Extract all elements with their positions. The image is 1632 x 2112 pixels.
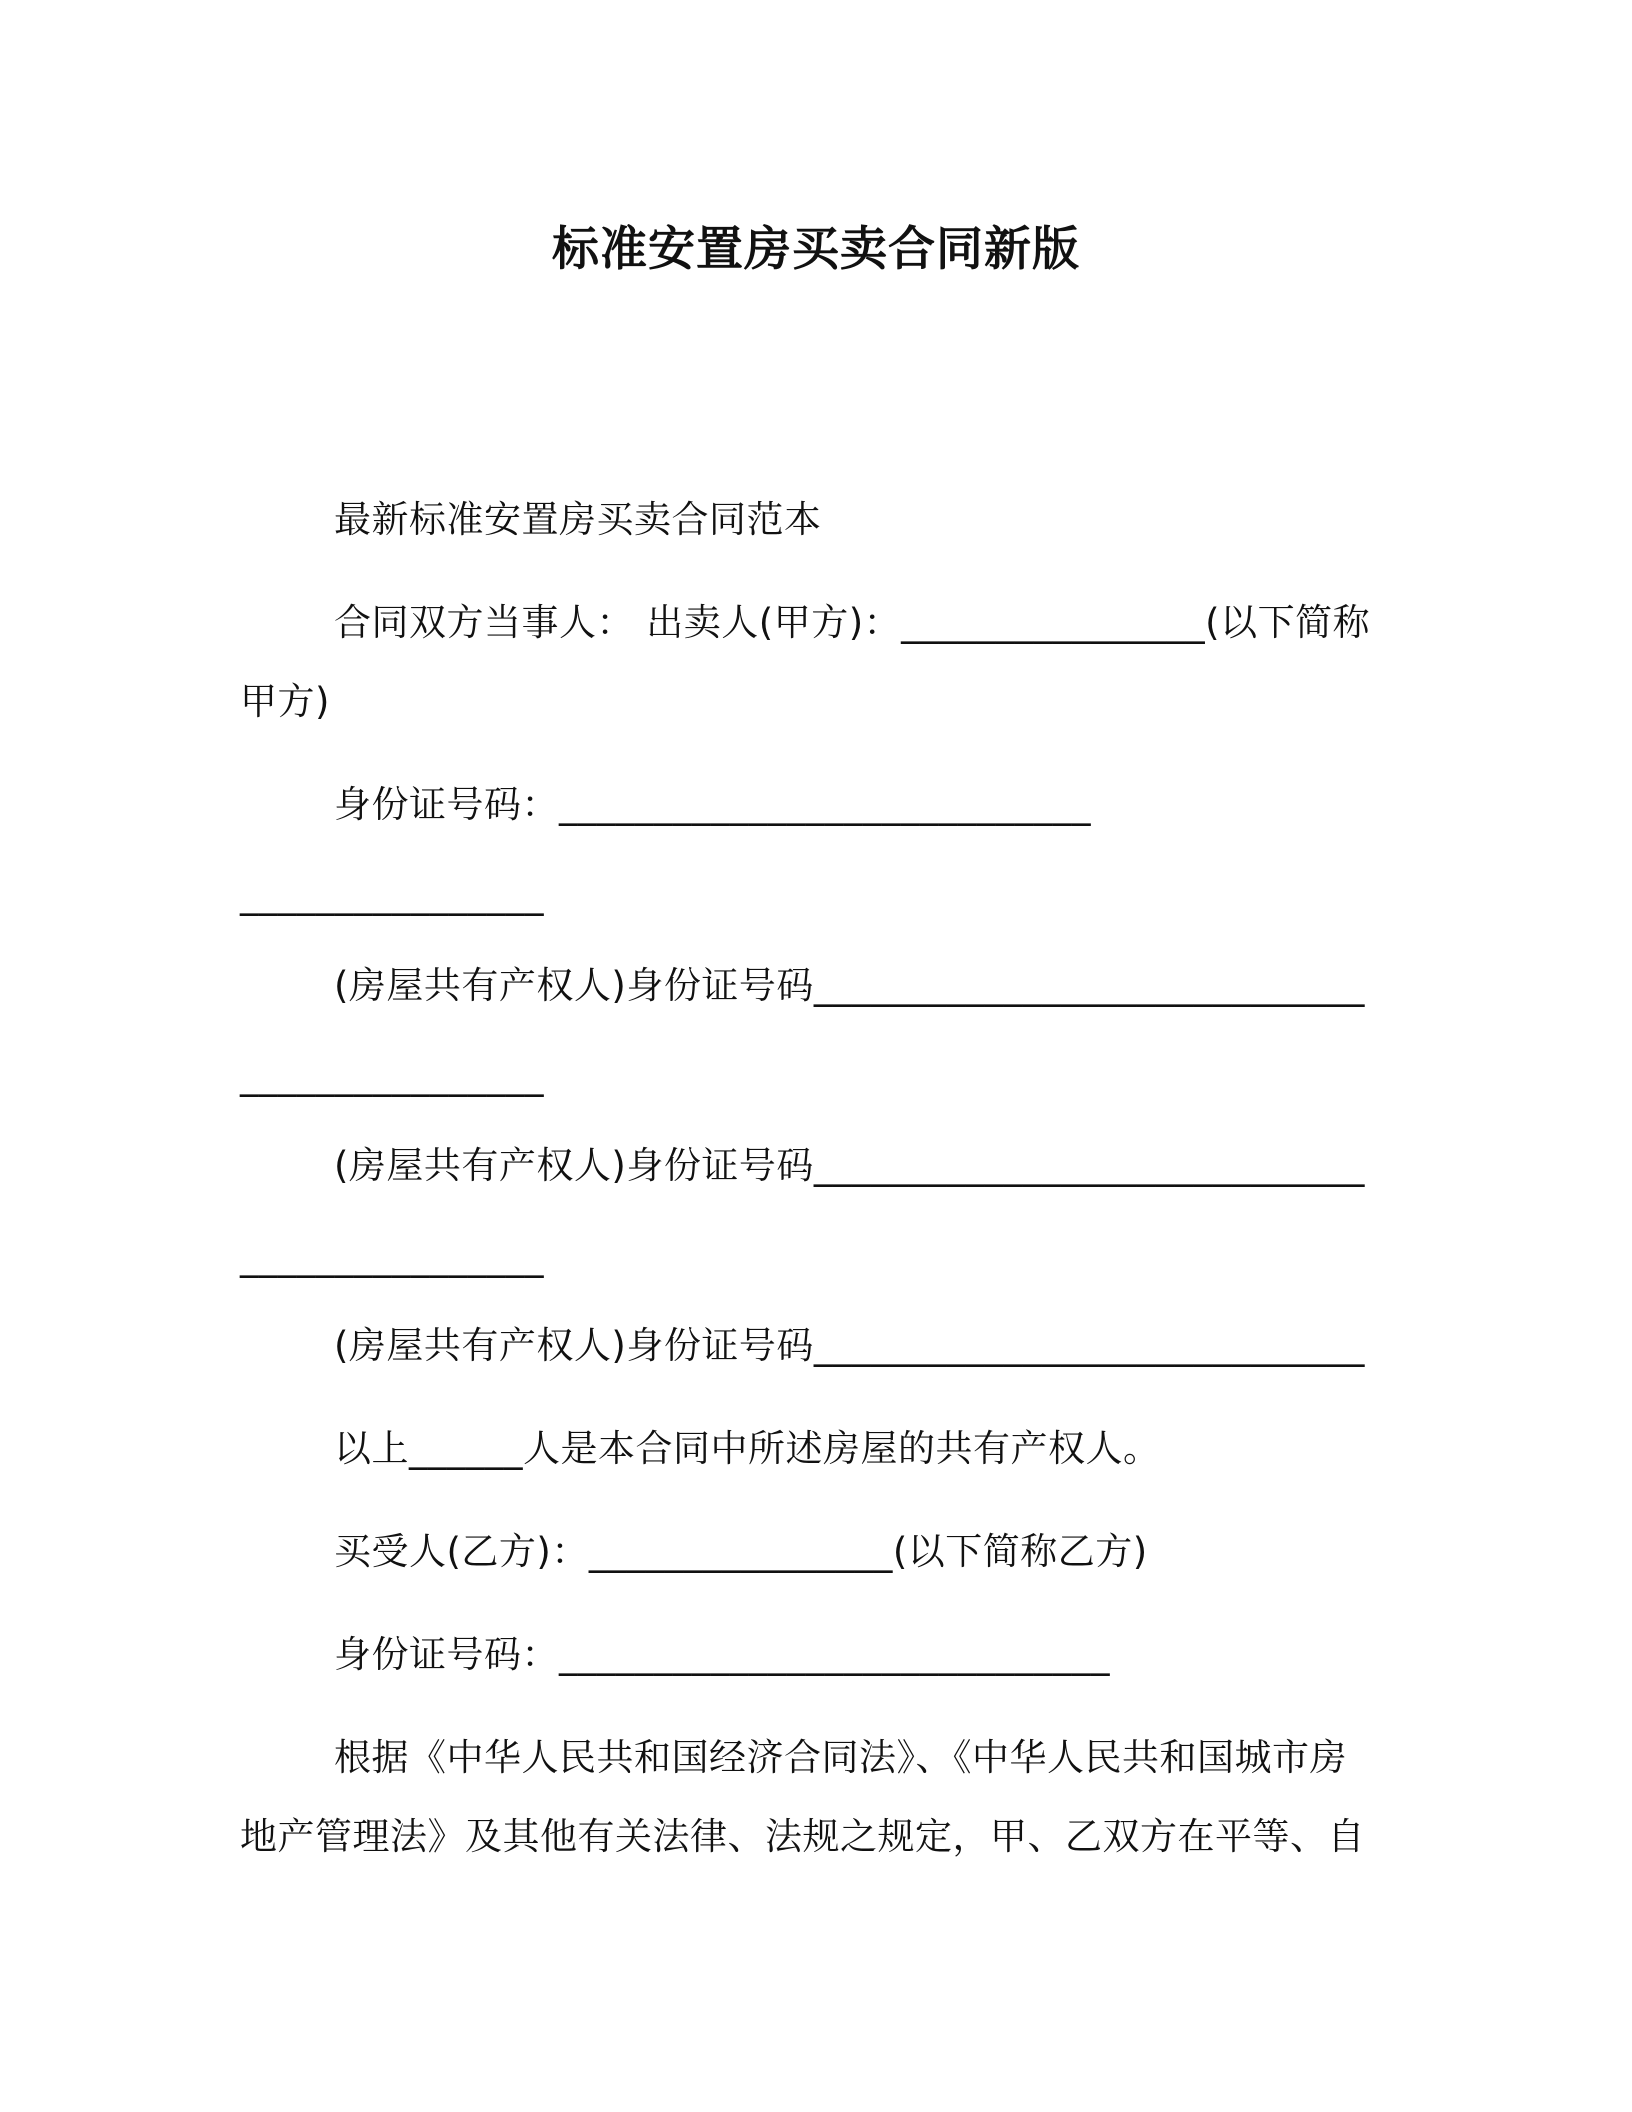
contract-subtitle: 最新标准安置房买卖合同范本	[334, 498, 822, 541]
buyer-line: 买受人(乙方)：________________(以下简称乙方)	[334, 1530, 1148, 1573]
seller-id-line-cont: ________________	[240, 873, 544, 916]
buyer-id-line: 身份证号码：_____________________________	[334, 1633, 1110, 1676]
co-owner-id-line-2: (房屋共有产权人)身份证号码_____________________________	[334, 1144, 1365, 1187]
document-title: 标准安置房买卖合同新版	[552, 222, 1080, 277]
legal-basis-line: 根据《中华人民共和国经济合同法》、《中华人民共和国城市房	[334, 1736, 1347, 1779]
co-owner-id-line-1: (房屋共有产权人)身份证号码_____________________________	[334, 964, 1365, 1007]
co-owner-id-line-1-cont: ________________	[240, 1054, 544, 1097]
co-owner-id-line-3: (房屋共有产权人)身份证号码_____________________________	[334, 1324, 1365, 1367]
parties-seller-line: 合同双方当事人： 出卖人(甲方)：________________(以下简称	[334, 601, 1371, 644]
co-owners-count-line: 以上______人是本合同中所述房屋的共有产权人。	[334, 1427, 1161, 1470]
parties-seller-line-cont: 甲方)	[240, 680, 330, 723]
legal-basis-line-cont: 地产管理法》及其他有关法律、法规之规定，甲、乙双方在平等、自	[240, 1815, 1365, 1858]
seller-id-line: 身份证号码：____________________________	[334, 783, 1091, 826]
co-owner-id-line-2-cont: ________________	[240, 1235, 544, 1278]
